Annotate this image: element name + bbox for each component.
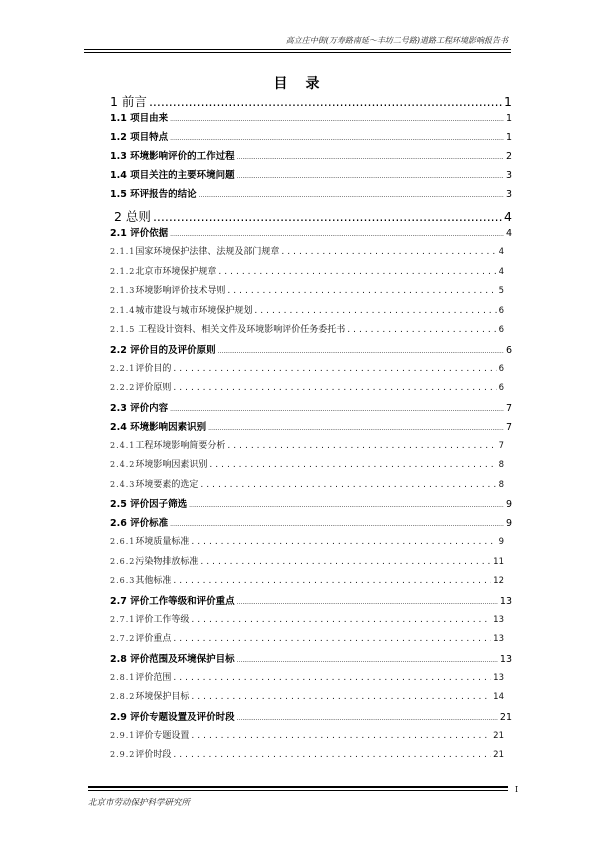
toc-entry-page: 21 <box>499 711 512 723</box>
toc-entry-number: 2.7.2 <box>110 634 136 643</box>
toc-entry-label <box>110 92 147 110</box>
toc-entry[interactable] <box>110 380 512 400</box>
toc-entry-page: 13 <box>493 614 504 625</box>
toc-entry-label <box>110 380 171 393</box>
dot-leader <box>200 480 496 490</box>
dot-leader <box>199 192 504 199</box>
toc-entry-text: 1.1 项目由来 <box>110 113 169 124</box>
toc-entry-number: 2.2.2 <box>110 383 136 392</box>
toc-entry-page: 6 <box>505 344 512 356</box>
toc-entry-number: 2.8.1 <box>110 672 136 682</box>
dot-leader <box>237 599 498 606</box>
dot-leader <box>173 634 491 644</box>
toc-entry[interactable] <box>110 342 512 361</box>
toc-entry[interactable] <box>110 554 512 574</box>
toc-entry-text: 污染物排放标准 <box>135 556 199 567</box>
toc-entry[interactable] <box>110 244 512 264</box>
toc-entry-label <box>110 400 168 414</box>
toc-entry-number: 2.6.1 <box>110 537 136 546</box>
dot-leader <box>191 615 491 625</box>
dot-leader <box>237 715 498 722</box>
toc-entry[interactable] <box>110 631 512 651</box>
toc-entry[interactable] <box>110 148 512 167</box>
toc-entry-number: 2.6.2 <box>110 556 136 566</box>
toc-entry[interactable] <box>110 303 512 323</box>
toc-entry-label <box>110 207 151 225</box>
toc-entry-page: 7 <box>505 421 512 433</box>
toc-entry-page: 4 <box>498 247 504 257</box>
toc-entry-number: 2.9.2 <box>110 750 136 759</box>
toc-entry[interactable] <box>110 689 512 709</box>
toc-entry-page: 2 <box>505 151 512 162</box>
toc-entry[interactable] <box>110 515 512 534</box>
toc-entry-text: 国家环境保护法律、法规及部门规章 <box>135 247 280 257</box>
toc-entry-label <box>110 515 168 529</box>
dot-leader <box>209 460 496 470</box>
toc-entry-text: 评价原则 <box>135 383 172 393</box>
toc-entry-page: 6 <box>498 383 504 393</box>
toc-entry-text: 2.4 环境影响因素识别 <box>110 421 207 433</box>
toc-entry-label <box>110 709 235 723</box>
toc-entry-page: 13 <box>493 672 504 683</box>
toc-entry-text: 2.8 评价范围及环境保护目标 <box>110 653 235 665</box>
running-header: 高立庄中街(万寿路南延～丰坊二号路)道路工程环境影响报告书 <box>285 36 508 45</box>
toc-entry[interactable] <box>110 728 512 748</box>
toc-entry-label <box>110 244 279 257</box>
dot-leader <box>237 154 504 161</box>
toc-entry-text: 1.4 项目关注的主要环境问题 <box>110 170 235 181</box>
toc-entry-text: 1.3 环境影响评价的工作过程 <box>110 151 235 162</box>
toc-entry-text: 1 前言 <box>110 94 147 109</box>
toc-entry-page: 6 <box>498 325 504 335</box>
toc-entry-page: 13 <box>499 595 512 607</box>
footer-org: 北京市劳动保护科学研究所 <box>88 798 191 808</box>
toc-list <box>110 92 512 767</box>
dot-leader <box>173 576 491 586</box>
toc-entry-text: 评价重点 <box>135 634 172 644</box>
toc-entry[interactable] <box>110 207 512 225</box>
toc-entry-text: 1.5 环评报告的结论 <box>110 189 197 200</box>
toc-entry-page: 21 <box>493 750 504 760</box>
toc-entry-label <box>110 728 189 741</box>
toc-entry-text: 评价专题设置 <box>135 730 190 741</box>
toc-entry[interactable] <box>110 92 512 110</box>
toc-entry-number: 2.1.4 <box>110 305 136 315</box>
toc-entry-text: 2.6 评价标准 <box>110 518 169 529</box>
dot-leader <box>218 267 496 277</box>
toc-entry-label <box>110 612 189 625</box>
toc-entry[interactable] <box>110 419 512 438</box>
toc-entry-label <box>110 264 216 277</box>
toc-entry-text: 2.1 评价依据 <box>110 228 169 239</box>
toc-entry-text: 评价范围 <box>135 672 172 683</box>
toc-entry-page: 9 <box>498 537 504 547</box>
toc-entry[interactable] <box>110 457 512 477</box>
dot-leader <box>189 502 504 509</box>
toc-entry-page: 11 <box>493 556 504 567</box>
toc-entry-label <box>110 631 171 644</box>
toc-entry[interactable] <box>110 534 512 554</box>
toc-entry-label <box>110 438 225 451</box>
toc-entry-label <box>110 225 168 239</box>
toc-entry-label <box>110 457 207 470</box>
toc-entry[interactable] <box>110 670 512 690</box>
toc-entry-label <box>110 689 189 702</box>
toc-entry[interactable] <box>110 496 512 515</box>
toc-entry-label <box>110 747 171 760</box>
toc-entry-label <box>110 670 171 683</box>
dot-leader <box>173 383 496 393</box>
dot-leader <box>170 135 504 142</box>
toc-entry-label <box>110 419 206 433</box>
toc-entry-text: 2.3 评价内容 <box>110 402 169 414</box>
toc-entry-page: 6 <box>498 363 504 374</box>
toc-entry-text: 2.5 评价因子筛选 <box>110 499 188 510</box>
toc-entry-page: 13 <box>493 634 504 644</box>
dot-leader <box>149 94 502 109</box>
toc-entry-text: 2.7 评价工作等级和评价重点 <box>110 595 235 607</box>
dot-leader <box>237 173 504 180</box>
toc-entry-number: 2.4.2 <box>110 460 136 469</box>
toc-entry-text: 评价目的 <box>135 363 172 374</box>
toc-entry[interactable] <box>110 264 512 284</box>
toc-entry-label <box>110 167 235 181</box>
toc-entry-label <box>110 361 171 374</box>
page-number: I <box>515 785 519 794</box>
toc-entry-text: 评价工作等级 <box>135 614 190 625</box>
toc-title: 目 录 <box>273 76 322 92</box>
toc-entry-text: 环境影响因素识别 <box>135 460 208 470</box>
toc-entry-label <box>110 593 235 607</box>
dot-leader <box>173 750 491 760</box>
toc-entry-page: 8 <box>498 479 504 490</box>
dot-leader <box>170 231 504 238</box>
toc-entry-text: 环境要素的选定 <box>135 479 199 490</box>
toc-entry-number: 2.7.1 <box>110 614 136 624</box>
toc-entry-number: 2.1.2 <box>110 266 136 276</box>
toc-entry[interactable] <box>110 167 512 186</box>
toc-entry-page: 9 <box>505 499 512 510</box>
toc-entry-page: 4 <box>505 228 512 239</box>
toc-entry-number: 2.9.1 <box>110 730 136 740</box>
toc-entry-page: 3 <box>505 170 512 181</box>
toc-entry-label <box>110 148 235 162</box>
dot-leader <box>170 406 504 413</box>
toc-entry-page: 5 <box>498 286 504 296</box>
toc-entry[interactable] <box>110 186 512 205</box>
toc-entry-label <box>110 496 187 510</box>
dot-leader <box>208 425 504 432</box>
toc-entry-label <box>110 322 345 335</box>
toc-entry[interactable] <box>110 593 512 612</box>
dot-leader <box>218 348 504 355</box>
toc-entry-page: 1 <box>505 113 512 124</box>
toc-entry-label <box>110 110 168 124</box>
dot-leader <box>170 521 504 528</box>
toc-entry-text: 环境质量标准 <box>135 537 190 547</box>
toc-entry-text: 2.2 评价目的及评价原则 <box>110 344 216 356</box>
footer-rule-thin <box>88 790 508 791</box>
toc-entry-number: 2.4.1 <box>110 440 136 450</box>
toc-entry-label <box>110 186 197 200</box>
toc-entry-page: 6 <box>498 305 504 316</box>
toc-entry-text: 工程环境影响简要分析 <box>135 440 226 451</box>
toc-entry[interactable] <box>110 225 512 244</box>
toc-entry[interactable] <box>110 283 512 303</box>
toc-entry-page: 8 <box>498 460 504 470</box>
toc-entry-label <box>110 651 235 665</box>
toc-entry-page: 4 <box>498 266 504 277</box>
toc-entry-page: 4 <box>504 209 512 224</box>
dot-leader <box>281 247 496 257</box>
dot-leader <box>173 673 491 683</box>
toc-entry-page: 7 <box>505 402 512 414</box>
dot-leader <box>200 557 491 567</box>
header-rule-double <box>84 52 511 53</box>
toc-entry-label <box>110 303 252 316</box>
dot-leader <box>254 306 496 316</box>
toc-entry-label <box>110 534 189 547</box>
toc-entry[interactable] <box>110 361 512 381</box>
toc-entry-page: 7 <box>498 440 504 451</box>
toc-entry-page: 1 <box>504 94 512 109</box>
toc-entry-text: 工程设计资料、相关文件及环境影响评价任务委托书 <box>135 325 346 335</box>
toc-entry-text: 1.2 项目特点 <box>110 132 169 143</box>
toc-entry-page: 21 <box>493 730 504 741</box>
toc-entry-number: 2.1.5 <box>110 325 136 334</box>
dot-leader <box>227 441 496 451</box>
toc-entry-page: 14 <box>493 692 504 702</box>
toc-entry-text: 环境影响评价技术导则 <box>135 286 226 296</box>
toc-entry-text: 2 总则 <box>114 209 151 224</box>
toc-entry-label <box>110 573 171 586</box>
toc-entry[interactable] <box>110 110 512 129</box>
toc-entry-number: 2.8.2 <box>110 692 136 701</box>
toc-entry-number: 2.1.1 <box>110 247 136 256</box>
toc-entry-label <box>110 129 168 143</box>
toc-entry-page: 9 <box>505 518 512 529</box>
toc-entry-number: 2.2.1 <box>110 363 136 373</box>
toc-entry[interactable] <box>110 129 512 148</box>
toc-entry-page: 3 <box>505 189 512 200</box>
toc-entry[interactable] <box>110 709 512 728</box>
dot-leader <box>191 731 491 741</box>
toc-entry[interactable] <box>110 573 512 593</box>
dot-leader <box>173 364 496 374</box>
toc-entry[interactable] <box>110 400 512 419</box>
dot-leader <box>237 657 498 664</box>
toc-entry[interactable] <box>110 612 512 632</box>
header-rule <box>84 49 511 50</box>
dot-leader <box>153 209 502 224</box>
dot-leader <box>227 286 496 296</box>
toc-entry-label <box>110 283 225 296</box>
toc-entry-page: 13 <box>499 653 512 665</box>
dot-leader <box>347 325 496 335</box>
toc-entry-label <box>110 477 198 490</box>
dot-leader <box>170 116 504 123</box>
toc-entry-label <box>110 342 216 356</box>
toc-entry[interactable] <box>110 477 512 497</box>
toc-entry-text: 北京市环境保护规章 <box>135 266 217 277</box>
toc-entry-text: 城市建设与城市环境保护规划 <box>135 305 253 316</box>
toc-entry-text: 2.9 评价专题设置及评价时段 <box>110 711 235 723</box>
toc-entry-label <box>110 554 198 567</box>
toc-entry[interactable] <box>110 747 512 767</box>
toc-entry[interactable] <box>110 651 512 670</box>
toc-entry-page: 1 <box>505 132 512 143</box>
toc-entry-text: 其他标准 <box>135 576 172 586</box>
dot-leader <box>191 692 491 702</box>
toc-entry-text: 评价时段 <box>135 750 172 760</box>
toc-entry-page: 12 <box>493 576 504 586</box>
dot-leader <box>191 537 496 547</box>
toc-entry[interactable] <box>110 322 512 342</box>
toc-entry[interactable] <box>110 438 512 458</box>
toc-entry-number: 2.1.3 <box>110 286 136 295</box>
toc-entry-number: 2.4.3 <box>110 479 136 489</box>
toc-entry-text: 环境保护目标 <box>135 692 190 702</box>
footer-rule <box>88 786 508 788</box>
toc-entry-number: 2.6.3 <box>110 576 136 585</box>
